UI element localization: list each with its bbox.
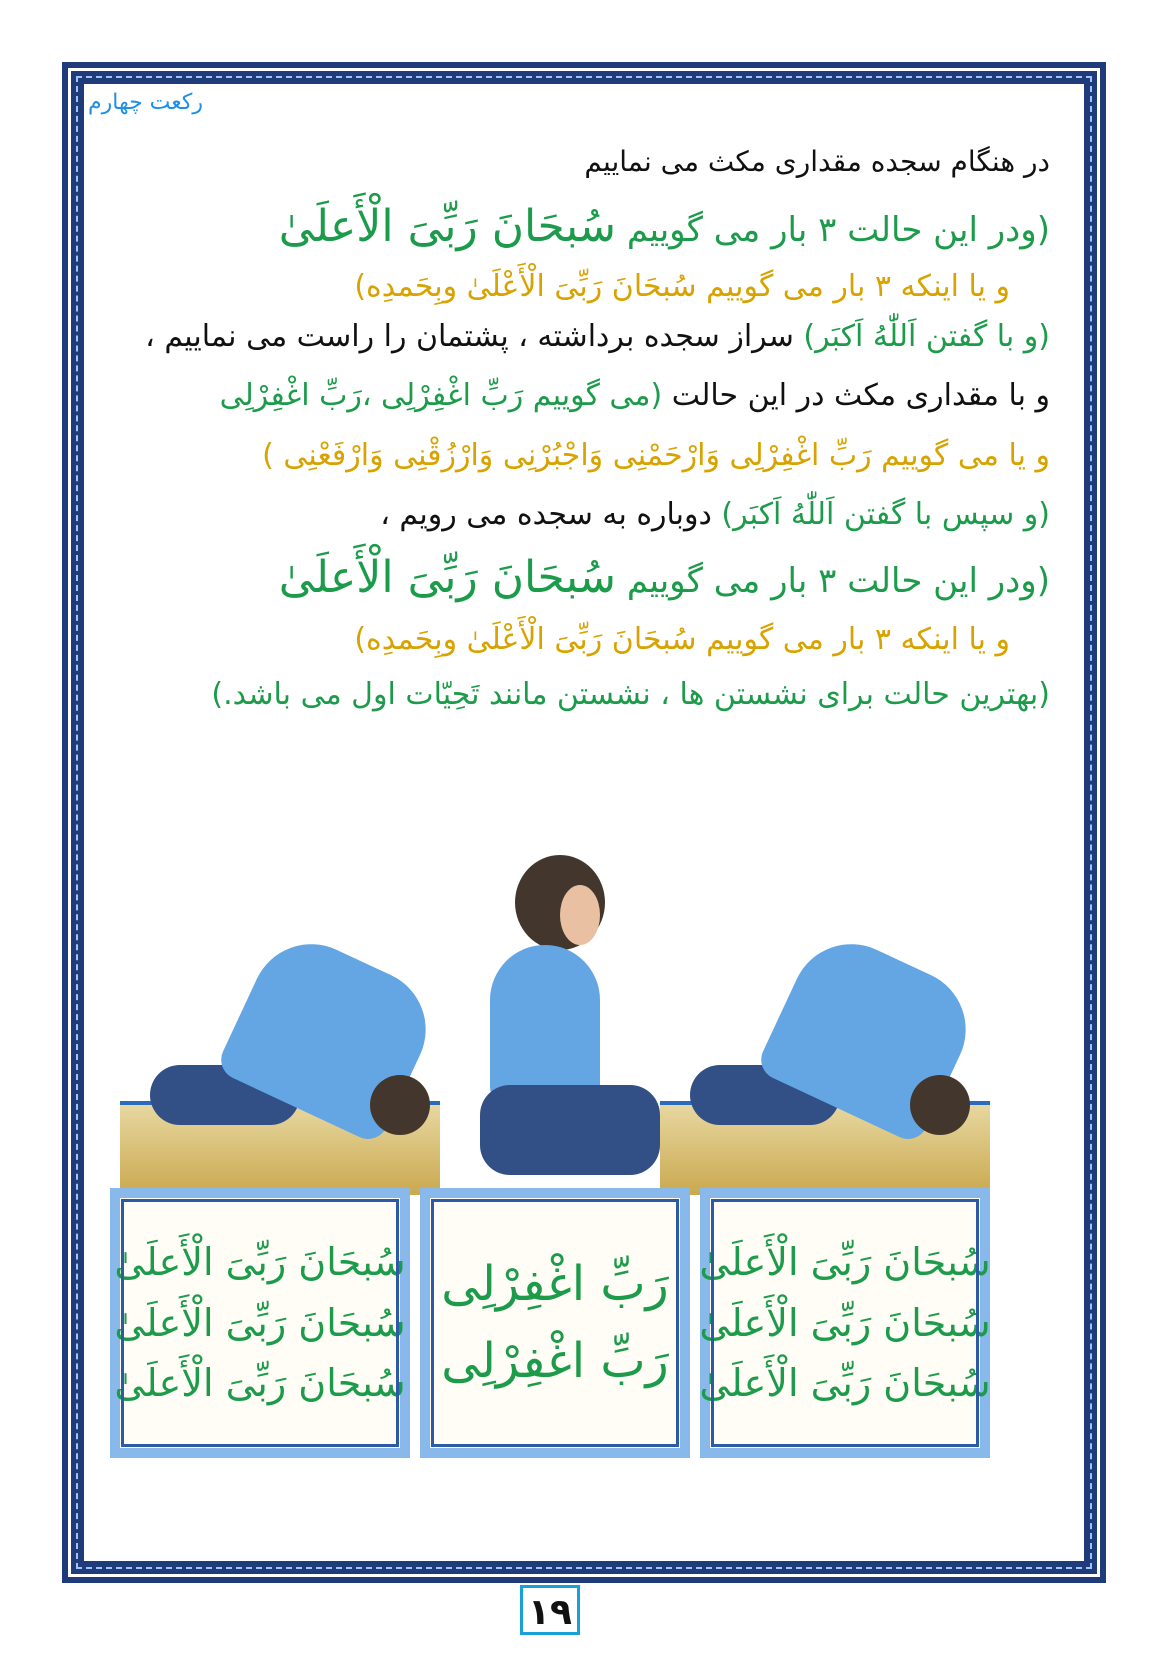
line-5-rest: و با مقداری مکث در این حالت — [671, 378, 1050, 413]
line-2-prefix: (ودر این حالت ۳ بار می گوییم — [626, 210, 1050, 250]
dhikr-text: سُبحَانَ رَبِّیَ الْأَعلَیٰ — [114, 1300, 406, 1345]
dhikr-text: سُبحَانَ رَبِّیَ الْأَعلَیٰ — [114, 1361, 406, 1406]
line-4-rest: سراز سجده برداشته ، پشتمان را راست می نماییم ، — [145, 318, 794, 354]
line-4-green: (و با گفتن اَللّٰهُ اَکبَر) — [803, 318, 1050, 354]
line-5-green: (می گوییم رَبِّ اغْفِرْلِی ،رَبِّ اغْفِرْلِی — [219, 378, 663, 413]
text-line-6: و یا می گوییم رَبِّ اغْفِرْلِی وَارْحَمْنِی وَاجْبُرْنِی وَارْزُقْنِی وَارْفَعْنِی ) — [262, 437, 1050, 473]
line-8-arabic: سُبحَانَ رَبِّیَ الْأَعلَیٰ — [278, 551, 616, 603]
text-line-8 — [120, 550, 1050, 605]
dhikr-text: سُبحَانَ رَبِّیَ الْأَعلَیٰ — [699, 1239, 991, 1284]
text-line-7 — [120, 496, 1050, 534]
dhikr-box-right — [700, 1188, 990, 1458]
text-line-10: (بهترین حالت برای نشستن ها ، نشستن مانند تَحِیّات اول می باشد.) — [211, 677, 1050, 712]
line-3-prefix: و یا اینکه ۳ بار می گوییم — [706, 269, 1010, 304]
dhikr-text: رَبِّ اغْفِرْلِی — [441, 1256, 669, 1313]
dhikr-box-middle — [420, 1188, 690, 1458]
line-9-prefix: و یا اینکه ۳ بار می گوییم — [706, 621, 1010, 657]
text-line-1: در هنگام سجده مقداری مکث می نماییم — [584, 145, 1050, 178]
line-9-arabic: سُبحَانَ رَبِّیَ الْأَعْلَیٰ وبِحَمدِه) — [354, 621, 697, 657]
dhikr-text: سُبحَانَ رَبِّیَ الْأَعلَیٰ — [699, 1361, 991, 1406]
line-3-arabic: سُبحَانَ رَبِّیَ الْأَعْلَیٰ وبِحَمدِه) — [354, 269, 697, 304]
dhikr-boxes — [110, 1188, 990, 1458]
instruction-text — [120, 140, 1050, 714]
dhikr-box-left — [110, 1188, 410, 1458]
prostration-photo-left — [130, 945, 440, 1195]
line-2-arabic: سُبحَانَ رَبِّیَ الْأَعلَیٰ — [278, 201, 616, 252]
section-label: رکعت چهارم — [88, 90, 203, 115]
dhikr-text: سُبحَانَ رَبِّیَ الْأَعلَیٰ — [699, 1300, 991, 1345]
line-7-green: (و سپس با گفتن اَللّٰهُ اَکبَر) — [721, 497, 1050, 532]
text-line-2 — [120, 199, 1050, 254]
line-7-rest: دوباره به سجده می رویم ، — [380, 497, 712, 532]
text-line-3 — [120, 268, 1010, 306]
text-line-4 — [120, 318, 1050, 356]
prayer-photos — [120, 855, 1010, 1195]
text-line-5 — [120, 377, 1050, 415]
dhikr-text: رَبِّ اغْفِرْلِی — [441, 1333, 669, 1389]
line-8-prefix: (ودر این حالت ۳ بار می گوییم — [626, 560, 1050, 601]
text-line-9 — [120, 621, 1010, 659]
prostration-photo-right — [670, 945, 990, 1195]
page-number: ۱۹ — [520, 1585, 580, 1635]
dhikr-text: سُبحَانَ رَبِّیَ الْأَعلَیٰ — [114, 1239, 406, 1284]
sitting-photo — [450, 855, 660, 1195]
